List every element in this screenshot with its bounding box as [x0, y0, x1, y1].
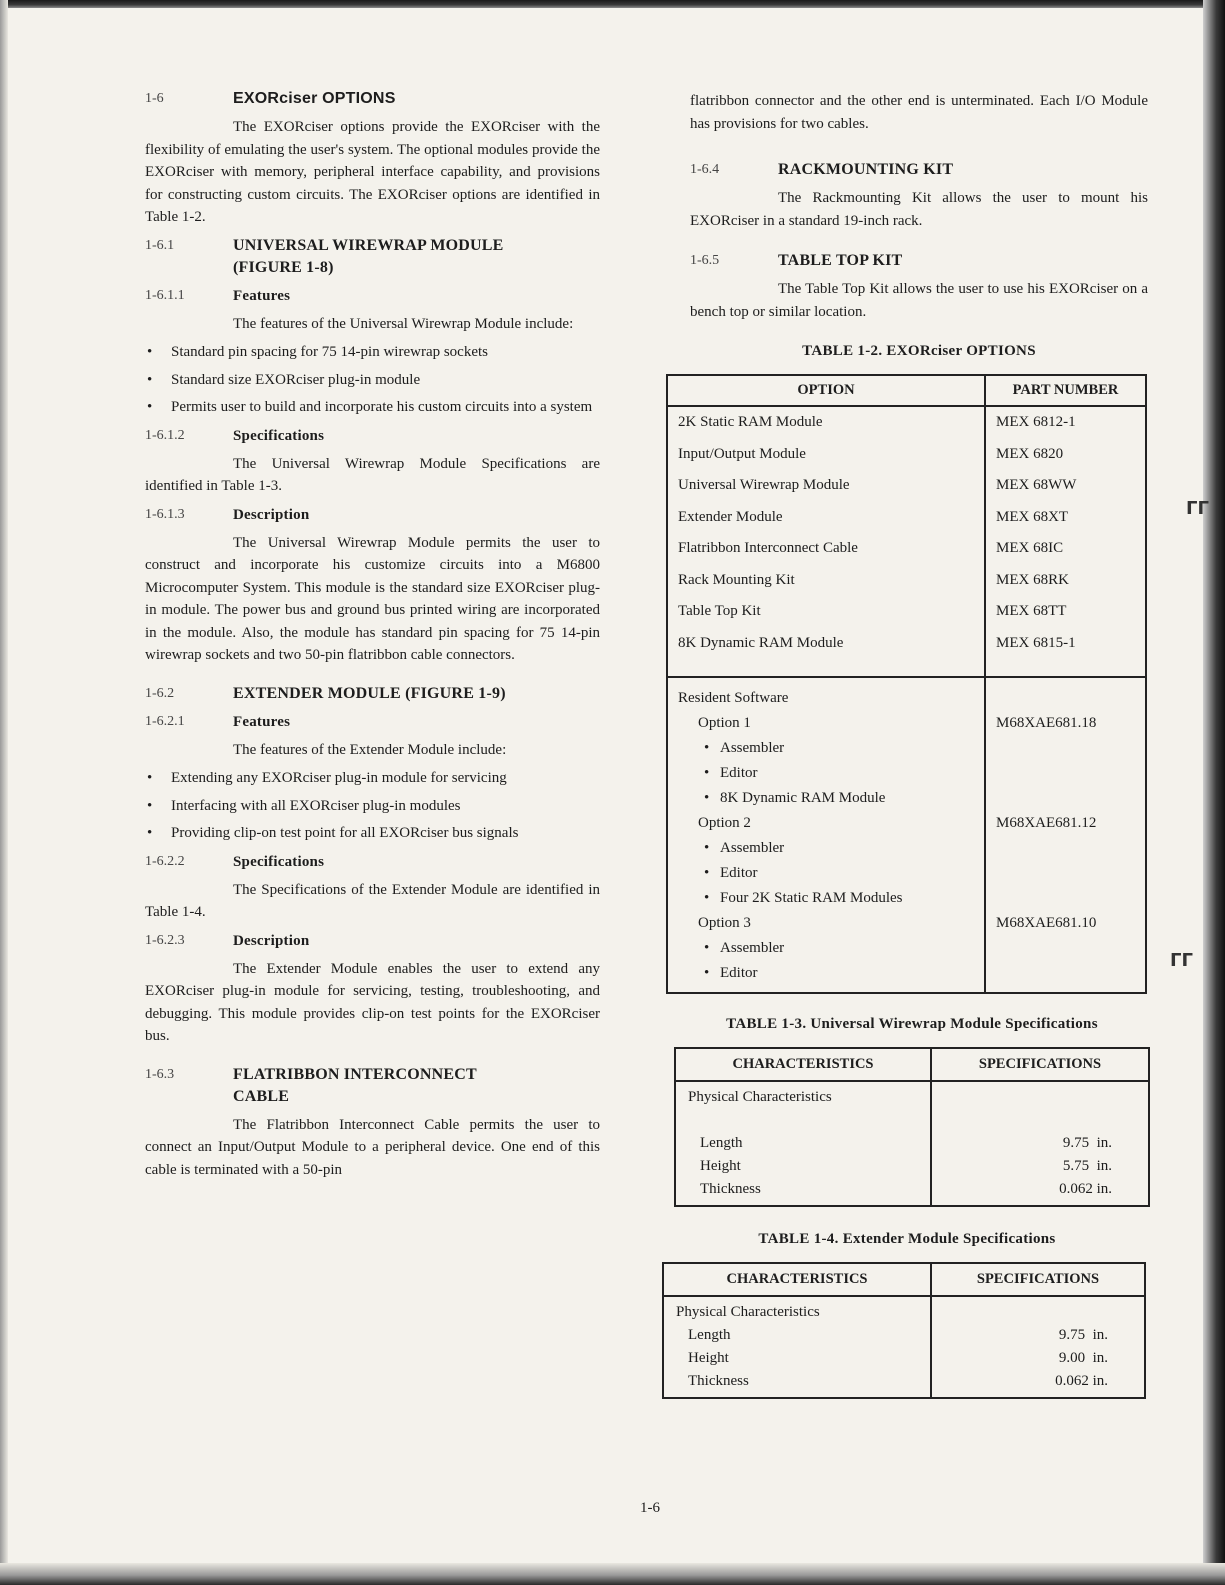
paragraph: The features of the Extender Module include:: [233, 741, 507, 758]
table-caption: TABLE 1-2. EXORciser OPTIONS: [802, 343, 1036, 359]
section-title: Specifications: [233, 853, 325, 870]
section-number: 1-6.1.3: [145, 506, 185, 522]
subsection-heading: [145, 930, 600, 952]
subsection-heading: [145, 711, 600, 733]
table-cell: MEX 68RK: [985, 565, 1146, 597]
section-title: [233, 1064, 477, 1108]
table-cell: 2K Static RAM Module: [667, 406, 985, 439]
section-title: EXORciser OPTIONS: [233, 90, 396, 107]
column-header: SPECIFICATIONS: [931, 1263, 1145, 1296]
specs-table-extender: [662, 1262, 1146, 1399]
table-row: [667, 565, 1146, 597]
list-item: • Assembler: [678, 936, 974, 961]
section-number: 1-6.2: [145, 685, 175, 701]
options-table: [666, 374, 1147, 994]
section-number: 1-6.3: [145, 1066, 175, 1082]
section-number: 1-6: [145, 91, 164, 106]
scan-edge-bottom: [0, 1563, 1225, 1585]
table-row: [667, 502, 1146, 534]
section-number: 1-6.1.2: [145, 427, 185, 443]
section-title-line: UNIVERSAL WIREWRAP MODULE: [233, 236, 504, 254]
paragraph: The EXORciser options provide the EXORciser with the flexibility of emulating the user's system. The optional modules provide the EXORciser with memory, peripheral interface capability, and provisions for constructing custom circuits. The EXORciser options are identified in Table 1-2.: [145, 119, 600, 225]
table-cell: MEX 6812-1: [985, 406, 1146, 439]
table-row: [663, 1296, 1145, 1398]
table-cell: Rack Mounting Kit: [667, 565, 985, 597]
table-cell: Flatribbon Interconnect Cable: [667, 533, 985, 565]
paragraph: The Flatribbon Interconnect Cable permits the user to connect an Input/Output Module to a peripheral device. One end of this cable is terminated with a 50-pin: [145, 1116, 600, 1178]
spec-value: 0.062 in.: [1059, 1181, 1112, 1197]
section-title-line: FLATRIBBON INTERCONNECT: [233, 1065, 477, 1083]
list-item: • Standard pin spacing for 75 14-pin wirewrap sockets: [145, 341, 600, 364]
section-number: 1-6.1.1: [145, 287, 185, 303]
column-header: CHARACTERISTICS: [675, 1048, 931, 1081]
paragraph: The Universal Wirewrap Module permits the user to construct and incorporate his customize circuits into a M6800 Microcomputer System. This module is the standard size EXORciser plug-in module. The power bus and ground bus printed wiring are incorporated in the module. Also, the module has standard pin spacing for 75 14-pin wirewrap sockets and two 50-pin flatribbon cable connectors.: [145, 534, 600, 663]
section-number: 1-6.2.3: [145, 932, 185, 948]
table-cell: Input/Output Module: [667, 439, 985, 471]
scan-edge-top: [0, 0, 1225, 8]
section-heading: [145, 1064, 600, 1108]
software-heading: Resident Software: [678, 690, 789, 706]
table-cell: [931, 1081, 1149, 1206]
section-number: 1-6.5: [690, 253, 720, 268]
bullet-list: [145, 341, 600, 419]
table-cell: [663, 1296, 931, 1398]
list-item: • Extending any EXORciser plug-in module for servicing: [145, 767, 600, 790]
table-cell: [675, 1081, 931, 1206]
list-item: • Interfacing with all EXORciser plug-in modules: [145, 795, 600, 818]
table-cell: Table Top Kit: [667, 596, 985, 628]
list-item: • Standard size EXORciser plug-in module: [145, 369, 600, 392]
table-row: [667, 439, 1146, 471]
list-item: • Assembler: [678, 736, 974, 761]
section-heading: [145, 88, 600, 110]
bullet-list: [145, 767, 600, 845]
table-cell: MEX 6815-1: [985, 628, 1146, 678]
spec-label: Length: [688, 1327, 731, 1343]
column-header: OPTION: [667, 375, 985, 406]
section-title: Features: [233, 287, 291, 304]
section-title: [233, 235, 504, 279]
section-title-line: (FIGURE 1-8): [233, 258, 334, 276]
list-item: • Editor: [678, 761, 974, 786]
spec-label: Thickness: [688, 1373, 749, 1389]
section-heading: [145, 235, 600, 279]
section-title: Description: [233, 932, 310, 949]
software-option: Option 3: [698, 915, 751, 931]
paragraph: flatribbon connector and the other end is unterminated. Each I/O Module has provisions for two cables.: [690, 93, 1148, 132]
subsection-heading: [145, 425, 600, 447]
table-row: [667, 533, 1146, 565]
part-number: M68XAE681.18: [996, 715, 1097, 731]
section-title-line: CABLE: [233, 1087, 290, 1105]
specs-table-wirewrap: [674, 1047, 1150, 1207]
table-caption: TABLE 1-3. Universal Wirewrap Module Specifications: [726, 1016, 1098, 1032]
section-title: Description: [233, 506, 310, 523]
part-number: M68XAE681.10: [996, 915, 1097, 931]
spec-label: Thickness: [700, 1181, 761, 1197]
list-item: • 8K Dynamic RAM Module: [678, 786, 974, 811]
list-item: • Editor: [678, 861, 974, 886]
paragraph: The Rackmounting Kit allows the user to mount his EXORciser in a standard 19-inch rack.: [690, 190, 1148, 229]
table-cell: MEX 6820: [985, 439, 1146, 471]
spec-value: 9.75 in.: [1058, 1327, 1108, 1343]
subsection-heading: [145, 504, 600, 526]
table-cell: MEX 68XT: [985, 502, 1146, 534]
section-heading: [145, 683, 600, 705]
table-row: [667, 406, 1146, 439]
spec-value: 9.00 in.: [1058, 1350, 1108, 1366]
table-row: [667, 596, 1146, 628]
table-caption: TABLE 1-4. Extender Module Specifications: [758, 1231, 1056, 1247]
paragraph: The features of the Universal Wirewrap Module include:: [233, 315, 574, 332]
subsection-heading: [145, 851, 600, 873]
paragraph: The Universal Wirewrap Module Specifications are identified in Table 1-3.: [145, 455, 600, 494]
list-item: • Four 2K Static RAM Modules: [678, 886, 974, 911]
column-header: CHARACTERISTICS: [663, 1263, 931, 1296]
group-label: Physical Characteristics: [688, 1089, 832, 1105]
left-column: [145, 82, 600, 1187]
table-cell: MEX 68TT: [985, 596, 1146, 628]
scan-edge-right: [1203, 0, 1225, 1585]
part-number: M68XAE681.12: [996, 815, 1097, 831]
margin-mark: ΓΓ: [1186, 498, 1209, 519]
table-cell: [985, 677, 1146, 993]
margin-mark: ΓΓ: [1170, 950, 1193, 971]
page-number: 1-6: [640, 1500, 660, 1516]
list-item: • Assembler: [678, 836, 974, 861]
table-cell: Extender Module: [667, 502, 985, 534]
group-label: Physical Characteristics: [676, 1304, 820, 1320]
table-cell: 8K Dynamic RAM Module: [667, 628, 985, 678]
section-number: 1-6.2.1: [145, 713, 185, 729]
section-heading: [690, 250, 1148, 272]
table-cell: [667, 677, 985, 993]
table-cell: [931, 1296, 1145, 1398]
spec-label: Height: [688, 1350, 729, 1366]
list-item: • Providing clip-on test point for all EXORciser bus signals: [145, 822, 600, 845]
software-option: Option 2: [698, 815, 751, 831]
spec-label: Length: [700, 1135, 743, 1151]
section-title: TABLE TOP KIT: [778, 252, 903, 269]
paragraph: The Specifications of the Extender Module are identified in Table 1-4.: [145, 881, 600, 920]
column-header: PART NUMBER: [985, 375, 1146, 406]
paragraph: The Extender Module enables the user to extend any EXORciser plug-in module for servicing, testing, troubleshooting, and debugging. This module provides clip-on test points for the EXORciser bus.: [145, 960, 600, 1044]
spec-label: Height: [700, 1158, 741, 1174]
software-option: Option 1: [698, 715, 751, 731]
spec-value: 9.75 in.: [1062, 1135, 1112, 1151]
table-cell: MEX 68IC: [985, 533, 1146, 565]
table-cell: MEX 68WW: [985, 470, 1146, 502]
scan-edge-left: [0, 0, 8, 1585]
spec-value: 0.062 in.: [1055, 1373, 1108, 1389]
section-number: 1-6.4: [690, 162, 720, 177]
section-title: Specifications: [233, 427, 325, 444]
section-number: 1-6.2.2: [145, 853, 185, 869]
section-heading: [690, 159, 1148, 181]
table-row: [667, 677, 1146, 993]
list-item: • Editor: [678, 961, 974, 986]
paragraph: The Table Top Kit allows the user to use his EXORciser on a bench top or similar location.: [690, 281, 1148, 320]
spec-value: 5.75 in.: [1062, 1158, 1112, 1174]
table-cell: Universal Wirewrap Module: [667, 470, 985, 502]
table-row: [667, 470, 1146, 502]
section-title: EXTENDER MODULE (FIGURE 1-9): [233, 684, 506, 702]
section-title: Features: [233, 713, 291, 730]
column-header: SPECIFICATIONS: [931, 1048, 1149, 1081]
section-title: RACKMOUNTING KIT: [778, 161, 954, 178]
table-row: [675, 1081, 1149, 1206]
right-column: [676, 90, 1148, 1399]
section-number: 1-6.1: [145, 237, 175, 253]
list-item: • Permits user to build and incorporate his custom circuits into a system: [145, 396, 600, 419]
subsection-heading: [145, 285, 600, 307]
table-row: [667, 628, 1146, 678]
